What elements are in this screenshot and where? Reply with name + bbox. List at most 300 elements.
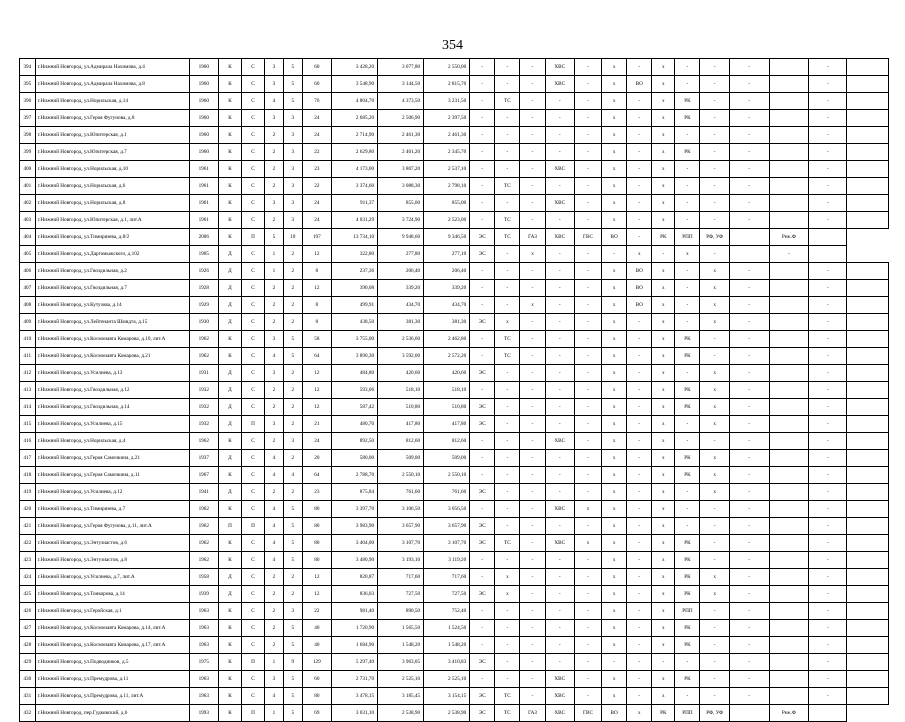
table-cell: -	[520, 127, 545, 144]
table-cell: 397	[20, 110, 36, 127]
table-cell: РК	[652, 229, 675, 246]
table-cell	[769, 603, 809, 620]
table-cell: -	[495, 484, 520, 501]
table-cell: 3 724,90	[378, 212, 424, 229]
table-cell: 3 106,50	[378, 501, 424, 518]
table-cell: 415	[20, 416, 36, 433]
table-cell: 510,80	[378, 399, 424, 416]
table-cell: -	[729, 161, 769, 178]
table-cell: 587,42	[331, 399, 377, 416]
table-cell: -	[675, 59, 700, 76]
table-cell: 407	[20, 280, 36, 297]
table-cell: 2	[264, 586, 283, 603]
table-cell: -	[729, 603, 769, 620]
table-cell: -	[470, 467, 495, 484]
table-cell: х	[652, 586, 675, 603]
table-row	[20, 161, 889, 178]
table-cell: С	[241, 212, 264, 229]
table-cell: 2006	[189, 229, 218, 246]
table-cell: 1 548,20	[378, 637, 424, 654]
table-row	[20, 229, 889, 246]
table-cell: х	[652, 535, 675, 552]
table-cell	[769, 484, 809, 501]
table-cell: 23	[302, 161, 331, 178]
table-cell: ВО	[602, 705, 627, 722]
table-cell: 8	[302, 263, 331, 280]
table-cell: С	[241, 161, 264, 178]
table-row	[20, 280, 889, 297]
table-cell: 64	[302, 467, 331, 484]
table-row	[20, 450, 889, 467]
table-cell: 2	[264, 297, 283, 314]
table-cell: х	[652, 433, 675, 450]
table-cell: С	[241, 297, 264, 314]
page-number: 354	[442, 38, 463, 53]
table-cell: -	[520, 280, 545, 297]
table-cell: 2	[264, 637, 283, 654]
table-cell: 820,87	[331, 569, 377, 586]
table-cell: -	[627, 314, 652, 331]
table-cell: -	[495, 603, 520, 620]
table-cell: 1	[264, 705, 283, 722]
table-cell: -	[495, 552, 520, 569]
table-cell: 1960	[189, 93, 218, 110]
table-cell: ХВС	[545, 535, 574, 552]
table-row	[20, 671, 889, 688]
table-cell: 4	[264, 501, 283, 518]
table-cell: -	[574, 161, 601, 178]
table-cell: х	[602, 297, 627, 314]
table-cell: -	[545, 365, 574, 382]
table-cell: х	[652, 331, 675, 348]
table-cell	[847, 382, 889, 399]
table-cell: -	[700, 331, 729, 348]
table-cell: -	[675, 314, 700, 331]
table-cell: -	[627, 144, 652, 161]
table-cell: -	[675, 178, 700, 195]
table-cell	[847, 603, 889, 620]
table-cell: х	[652, 399, 675, 416]
table-cell: -	[495, 671, 520, 688]
table-cell: 80	[302, 518, 331, 535]
table-cell: х	[700, 569, 729, 586]
table-cell: 1963	[189, 637, 218, 654]
table-cell: -	[574, 59, 601, 76]
table-cell	[769, 314, 809, 331]
table-cell: х	[652, 552, 675, 569]
table-cell: Д	[218, 297, 241, 314]
table-cell: 3 119,20	[424, 552, 470, 569]
table-cell: -	[809, 654, 847, 671]
table-cell: 2	[264, 212, 283, 229]
table-cell: 3 755,00	[331, 331, 377, 348]
table-cell: ХВС	[545, 161, 574, 178]
table-cell: С	[241, 484, 264, 501]
table-cell: 981,40	[331, 603, 377, 620]
table-cell: С	[241, 620, 264, 637]
table-cell	[847, 484, 889, 501]
table-cell: ЭС	[470, 705, 495, 722]
table-cell	[847, 144, 889, 161]
table-cell: С	[241, 365, 264, 382]
table-cell	[847, 178, 889, 195]
address-cell: г.Нижний Новгород, ул.Гвоздильная, д.2	[35, 263, 189, 280]
table-cell: 2	[283, 365, 302, 382]
table-cell: -	[809, 671, 847, 688]
table-cell: -	[574, 297, 601, 314]
table-cell: П	[241, 518, 264, 535]
table-cell: П	[218, 518, 241, 535]
table-cell: 3 983,90	[331, 518, 377, 535]
table-cell: 8	[302, 314, 331, 331]
table-cell: Д	[218, 382, 241, 399]
table-cell: 3 193,10	[378, 552, 424, 569]
table-cell: 64	[302, 348, 331, 365]
table-cell: -	[729, 688, 769, 705]
table-cell: -	[545, 297, 574, 314]
table-cell	[847, 365, 889, 382]
table-cell: 8	[302, 297, 331, 314]
table-cell	[809, 246, 847, 263]
table-cell	[769, 59, 809, 76]
table-cell: -	[627, 603, 652, 620]
table-cell: К	[218, 161, 241, 178]
table-cell: -	[729, 552, 769, 569]
table-cell: -	[545, 178, 574, 195]
table-cell: -	[729, 416, 769, 433]
table-row	[20, 127, 889, 144]
table-cell: 1	[264, 654, 283, 671]
table-cell: К	[218, 501, 241, 518]
table-row	[20, 586, 889, 603]
table-cell: 1930	[189, 314, 218, 331]
table-cell: 22	[302, 144, 331, 161]
table-cell	[769, 93, 809, 110]
table-cell: 12	[302, 569, 331, 586]
table-cell: РК	[652, 705, 675, 722]
table-row	[20, 110, 889, 127]
table-cell: -	[470, 263, 495, 280]
table-cell: -	[627, 348, 652, 365]
table-cell: -	[495, 467, 520, 484]
table-cell: -	[495, 263, 520, 280]
table-row	[20, 399, 889, 416]
table-cell: РПП	[675, 705, 700, 722]
table-cell: -	[520, 620, 545, 637]
table-cell: -	[574, 450, 601, 467]
table-row	[20, 382, 889, 399]
address-cell: г.Нижний Новгород, ул.Лейтенанта Шмидта, д.15	[35, 314, 189, 331]
table-cell: 399	[20, 144, 36, 161]
table-cell: -	[809, 212, 847, 229]
table-cell: -	[470, 348, 495, 365]
table-cell: х	[495, 569, 520, 586]
table-cell: 434,70	[378, 297, 424, 314]
table-cell: -	[729, 365, 769, 382]
table-cell: 403	[20, 212, 36, 229]
table-cell: -	[520, 348, 545, 365]
table-cell: -	[729, 331, 769, 348]
table-cell: х	[675, 246, 700, 263]
table-cell: -	[545, 263, 574, 280]
table-cell: 5	[283, 76, 302, 93]
table-cell: 2 461,30	[378, 127, 424, 144]
table-cell: -	[545, 144, 574, 161]
table-cell: х	[602, 331, 627, 348]
table-cell: х	[652, 110, 675, 127]
table-cell: 2 798,10	[424, 178, 470, 195]
table-cell: -	[729, 382, 769, 399]
table-cell: 2	[283, 246, 302, 263]
table-cell: 395	[20, 76, 36, 93]
table-cell: -	[574, 144, 601, 161]
table-cell: -	[769, 246, 809, 263]
table-cell: 911,37	[331, 195, 377, 212]
table-cell	[769, 671, 809, 688]
table-cell: 593,06	[331, 382, 377, 399]
table-cell: 2 788,70	[331, 467, 377, 484]
table-cell: 1963	[189, 603, 218, 620]
table-cell: 2 345,70	[424, 144, 470, 161]
table-cell: -	[809, 501, 847, 518]
table-cell	[769, 110, 809, 127]
table-cell: РК	[675, 331, 700, 348]
table-cell: 40	[302, 620, 331, 637]
table-cell: -	[495, 280, 520, 297]
table-cell: х	[652, 161, 675, 178]
table-cell: 4 173,00	[331, 161, 377, 178]
table-cell: ТС	[495, 705, 520, 722]
table-cell: х	[574, 501, 601, 518]
table-cell: -	[700, 195, 729, 212]
address-cell: г.Нижний Новгород, ул.Геройская, д.1	[35, 603, 189, 620]
table-row	[20, 603, 889, 620]
table-cell: -	[809, 144, 847, 161]
table-cell: К	[218, 705, 241, 722]
table-cell: К	[218, 433, 241, 450]
table-cell	[729, 229, 769, 246]
table-cell: 2	[264, 144, 283, 161]
table-cell: К	[218, 93, 241, 110]
table-cell: 3 890,30	[331, 348, 377, 365]
table-cell: -	[470, 110, 495, 127]
table-cell	[769, 552, 809, 569]
table-cell: -	[574, 76, 601, 93]
table-cell: ТС	[495, 331, 520, 348]
table-cell: -	[470, 144, 495, 161]
table-cell: 2	[264, 161, 283, 178]
table-cell: -	[809, 518, 847, 535]
table-cell: -	[495, 297, 520, 314]
table-cell: 1961	[189, 212, 218, 229]
address-cell: г.Нижний Новгород, ул.Энтузиастов, д.8	[35, 552, 189, 569]
table-cell: 5	[283, 552, 302, 569]
table-cell: С	[241, 535, 264, 552]
table-cell: 24	[302, 195, 331, 212]
table-cell: 855,00	[378, 195, 424, 212]
table-row	[20, 365, 889, 382]
table-cell: х	[602, 569, 627, 586]
table-cell: 5 297,40	[331, 654, 377, 671]
table-cell: -	[809, 178, 847, 195]
table-cell: 60	[302, 59, 331, 76]
table-cell: -	[809, 365, 847, 382]
table-cell: 3 807,20	[378, 161, 424, 178]
table-cell: ТС	[495, 348, 520, 365]
table-cell: 2	[264, 178, 283, 195]
table-cell: К	[218, 144, 241, 161]
table-cell: С	[241, 59, 264, 76]
address-cell: г.Нижний Новгород, ул.Норильская, д.6	[35, 178, 189, 195]
table-cell: -	[520, 450, 545, 467]
table-cell: -	[627, 450, 652, 467]
table-cell: Д	[218, 365, 241, 382]
table-cell: х	[602, 671, 627, 688]
table-cell: -	[574, 467, 601, 484]
table-cell: 1941	[189, 484, 218, 501]
table-cell: х	[652, 688, 675, 705]
table-cell: 425	[20, 586, 36, 603]
address-cell: г.Нижний Новгород, ул.Энтузиастов, д.6	[35, 535, 189, 552]
table-cell: С	[241, 433, 264, 450]
address-cell: г.Нижний Новгород, ул.Даргомыжского, д.102	[35, 246, 189, 263]
table-cell: х	[652, 314, 675, 331]
table-cell	[847, 348, 889, 365]
table-cell: 3	[283, 127, 302, 144]
table-cell: -	[520, 688, 545, 705]
table-cell: 1967	[189, 467, 218, 484]
table-cell: 206,40	[424, 263, 470, 280]
table-cell: 277,10	[424, 246, 470, 263]
table-cell	[769, 569, 809, 586]
table-cell: ЭС	[470, 484, 495, 501]
table-cell: -	[809, 416, 847, 433]
table-cell: х	[652, 382, 675, 399]
table-row	[20, 76, 889, 93]
table-cell: 420,60	[424, 365, 470, 382]
table-cell: х	[602, 518, 627, 535]
table-cell	[847, 331, 889, 348]
table-cell: ХВС	[545, 59, 574, 76]
table-cell: -	[520, 263, 545, 280]
table-cell: 69	[302, 705, 331, 722]
table-cell: -	[574, 637, 601, 654]
table-cell: 398	[20, 127, 36, 144]
table-cell: -	[627, 484, 652, 501]
table-cell: х	[700, 280, 729, 297]
table-cell: 414	[20, 399, 36, 416]
table-cell: ГАЗ	[520, 705, 545, 722]
table-cell: ХВС	[545, 433, 574, 450]
table-cell: ВО	[627, 263, 652, 280]
table-cell: -	[675, 127, 700, 144]
table-cell	[769, 280, 809, 297]
table-cell: -	[470, 382, 495, 399]
table-cell: -	[545, 212, 574, 229]
table-cell	[847, 569, 889, 586]
table-cell	[847, 552, 889, 569]
table-cell: -	[545, 331, 574, 348]
table-cell: Д	[218, 569, 241, 586]
table-cell: ХВС	[545, 671, 574, 688]
table-cell: ЭС	[470, 399, 495, 416]
address-cell: г.Нижний Новгород, ул.Тонкорова, д.14	[35, 586, 189, 603]
table-cell: -	[574, 195, 601, 212]
table-cell: -	[675, 433, 700, 450]
table-cell: -	[627, 161, 652, 178]
table-cell: ГАЗ	[520, 229, 545, 246]
table-cell: РК	[675, 620, 700, 637]
table-cell: 339,20	[378, 280, 424, 297]
table-cell: 1	[264, 263, 283, 280]
table-cell: 499,91	[331, 297, 377, 314]
table-cell: х	[700, 382, 729, 399]
table-cell: -	[495, 365, 520, 382]
table-cell: -	[495, 433, 520, 450]
table-cell: -	[729, 76, 769, 93]
table-cell: 9 346,50	[424, 229, 470, 246]
table-cell	[729, 246, 769, 263]
table-cell: -	[809, 382, 847, 399]
table-cell: 3	[283, 178, 302, 195]
table-cell	[847, 280, 889, 297]
table-cell	[769, 263, 809, 280]
table-cell: 430	[20, 671, 36, 688]
table-row	[20, 654, 889, 671]
table-cell: -	[729, 297, 769, 314]
table-cell	[847, 212, 889, 229]
table-cell: -	[729, 280, 769, 297]
table-cell: 1961	[189, 161, 218, 178]
table-cell: К	[218, 110, 241, 127]
table-cell: -	[729, 144, 769, 161]
table-cell: 5	[283, 705, 302, 722]
table-cell: 3	[283, 212, 302, 229]
table-cell: -	[545, 586, 574, 603]
table-cell: х	[700, 365, 729, 382]
table-cell: -	[495, 637, 520, 654]
table-cell	[847, 399, 889, 416]
table-cell: РК	[675, 586, 700, 603]
table-cell: -	[574, 671, 601, 688]
table-cell: 2 815,70	[424, 76, 470, 93]
table-cell: -	[627, 93, 652, 110]
table-cell: -	[675, 518, 700, 535]
table-cell: -	[574, 127, 601, 144]
table-cell: -	[700, 212, 729, 229]
table-cell: 2 461,30	[424, 127, 470, 144]
table-cell: -	[574, 110, 601, 127]
table-cell	[769, 535, 809, 552]
table-cell: 3 154,15	[424, 688, 470, 705]
table-cell: К	[218, 195, 241, 212]
table-cell: х	[602, 93, 627, 110]
table-cell: 1962	[189, 552, 218, 569]
table-cell	[847, 127, 889, 144]
table-cell: -	[520, 552, 545, 569]
table-cell: ЭС	[470, 688, 495, 705]
table-cell: -	[700, 110, 729, 127]
table-cell: 2	[264, 603, 283, 620]
table-cell: К	[218, 212, 241, 229]
table-cell: 1962	[189, 331, 218, 348]
table-cell: х	[652, 195, 675, 212]
table-cell: -	[675, 161, 700, 178]
table-cell: 5	[283, 93, 302, 110]
table-cell: 2	[264, 433, 283, 450]
table-cell: -	[729, 654, 769, 671]
table-cell: -	[700, 603, 729, 620]
